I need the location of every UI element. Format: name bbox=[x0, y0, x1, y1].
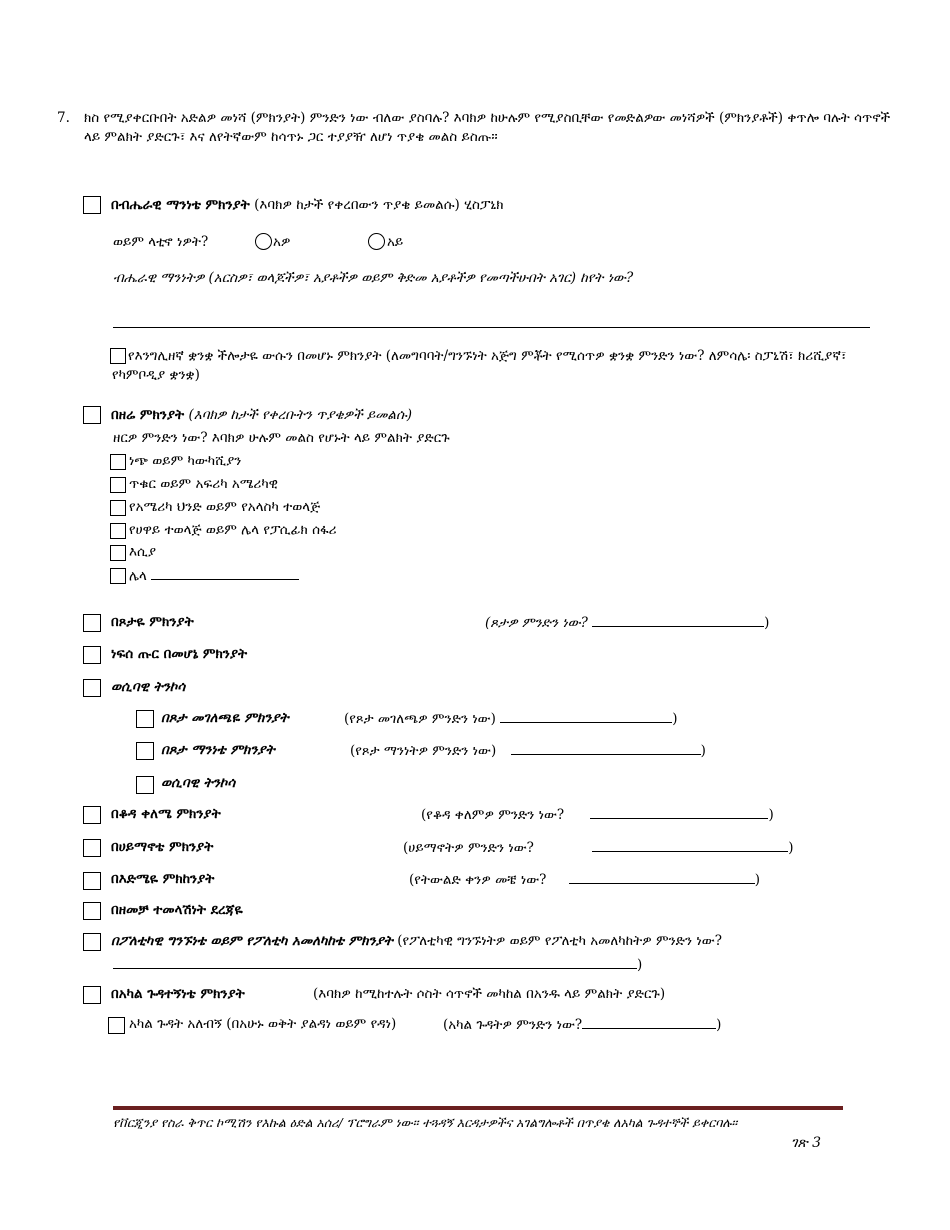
pregnancy-label: ነፍሰ ጡር በመሆኔ ምክንያት bbox=[111, 646, 248, 662]
gender-expression-checkbox[interactable] bbox=[136, 710, 154, 728]
religion-question: (ሀይማኖትዎ ምንድን ነው? bbox=[403, 840, 534, 856]
pregnancy-checkbox[interactable] bbox=[83, 646, 101, 664]
origin-question: ብሔራዊ ማንነትዎ (አርስዎ፣ ወላጆችዎ፣ አያቶችዎ ወይም ቅድመ አያቶችዎ የመጣችሁበት አገር) ከየት ነው? bbox=[113, 270, 634, 286]
gender-expression-close: ) bbox=[672, 711, 678, 727]
gender-identity-label: በጾታ ማንነቴ ምክንያት bbox=[161, 742, 275, 758]
color-label: በቆዳ ቀለሜ ምክንያት bbox=[111, 806, 221, 822]
sexual-harassment-sub-label: ወሲባዊ ትንኮሳ bbox=[161, 775, 236, 791]
age-input[interactable] bbox=[569, 871, 755, 884]
political-label-rest: (የፖለቲካዊ ግንኙነትዎ ወይም የፖለቲካ አመለካከትዎ ምንድን ነው? bbox=[397, 933, 722, 949]
latino-yes-radio[interactable] bbox=[255, 233, 272, 250]
color-question: (የቆዳ ቀለምዎ ምንድን ነው? bbox=[421, 807, 565, 823]
political-input[interactable] bbox=[113, 956, 637, 969]
gender-identity-close: ) bbox=[700, 743, 706, 759]
race-option-label: ጥቁር ወይም አፍሪካ አሜሪካዊ bbox=[129, 476, 278, 492]
religion-row bbox=[403, 839, 793, 856]
race-other-label bbox=[129, 567, 299, 584]
page-number: ገጽ 3 bbox=[791, 1135, 822, 1151]
color-row bbox=[421, 806, 774, 823]
gender-identity-input[interactable] bbox=[511, 742, 701, 755]
sex-close: ) bbox=[764, 615, 770, 631]
religion-close: ) bbox=[788, 840, 794, 856]
veteran-status-label: በዘመቻ ተመላሽነት ደረጃዬ bbox=[111, 902, 243, 918]
gender-expression-label: በጾታ መገለጫዬ ምክንያት bbox=[161, 710, 289, 726]
disability-label: በአካል ጉዳተኝነቴ ምክንያት bbox=[111, 986, 245, 1002]
race-option-checkbox[interactable] bbox=[110, 477, 126, 493]
gender-expression-row bbox=[344, 710, 678, 727]
gender-identity-question: (የጾታ ማንነትዎ ምንድን ነው) bbox=[350, 743, 497, 759]
race-option-label: የአሜሪካ ህንድ ወይም የአላስካ ተወላጅ bbox=[129, 499, 321, 515]
sex-checkbox[interactable] bbox=[83, 614, 101, 632]
color-close: ) bbox=[768, 807, 774, 823]
limited-english-label: የእንግሊዘኛ ቋንቋ ችሎታዬ ውሱን በመሆኑ ምክንያት (ለመግባባት/ግንኙነት አጅግ ምቾት የሚሰጥዎ ቋንቋ ምንድን ነው? ለምሳሌ፡ ስፓኒሽ፣ ክሪሺያኛ፣ የካምቦዲያ ቋንቋ) bbox=[112, 348, 847, 383]
latino-yes-label: አዎ bbox=[273, 234, 291, 250]
gender-identity-checkbox[interactable] bbox=[136, 742, 154, 760]
race-option-label: እሲያ bbox=[129, 544, 156, 560]
disability-question: (አካል ጉዳትዎ ምንድን ነው? bbox=[443, 1017, 583, 1033]
disability-checkbox[interactable] bbox=[83, 986, 101, 1004]
national-origin-checkbox[interactable] bbox=[83, 196, 101, 214]
gender-expression-input[interactable] bbox=[500, 710, 672, 723]
religion-label: በሀይማኖቴ ምክንያት bbox=[111, 839, 214, 855]
race-other-text: ሌላ bbox=[129, 568, 147, 584]
latino-no-radio[interactable] bbox=[368, 233, 385, 250]
latino-question: ወይም ላቲኖ ነዎት? bbox=[113, 234, 209, 250]
race-label-rest: (እባክዎ ከታች የቀረቡትን ጥያቄዎች ይመልሱ) bbox=[188, 407, 413, 423]
veteran-status-checkbox[interactable] bbox=[83, 902, 101, 920]
age-row bbox=[409, 871, 760, 888]
gender-expression-question: (የጾታ መገለጫዎ ምንድን ነው) bbox=[344, 711, 496, 727]
race-option-label: ነጭ ወይም ካውካሺያን bbox=[129, 453, 242, 469]
origin-answer-line[interactable] bbox=[113, 327, 870, 328]
sexual-harassment-sub-checkbox[interactable] bbox=[136, 776, 154, 794]
disability-instruction: (እባክዎ ከሚከተሉት ሶስት ሳጥኖች መካከል በአንዱ ላይ ምልክት ያድርጉ) bbox=[313, 986, 666, 1002]
sex-answer-input[interactable] bbox=[592, 614, 764, 627]
disability-close: ) bbox=[716, 1017, 722, 1033]
age-close: ) bbox=[754, 872, 760, 888]
race-option-label: የሀዋይ ተወላጅ ወይም ሌላ የፓሲፊክ ሰፋሪ bbox=[129, 522, 337, 538]
age-question: (የትውልድ ቀንዎ መቼ ነው? bbox=[409, 872, 547, 888]
race-label bbox=[111, 407, 412, 423]
footer-note: የቨርጂንያ የስራ ቅጥር ኮሚሽን የእኩል ዕድል አሰሪ/ ፕሮግራም ነው። ተጓዳኝ እርዳታዎችና አገልግሎቶች በጥያቄ ለአካል ጉዳተኞች ይቀርባሉ። bbox=[113, 1115, 738, 1130]
disability-question-row bbox=[443, 1016, 721, 1033]
national-origin-label bbox=[111, 197, 504, 213]
national-origin-label-rest: (እባክዎ ከታች የቀረበውን ጥያቄ ይመልሱ) ሂስፓኒክ bbox=[254, 197, 504, 213]
race-other-input[interactable] bbox=[151, 567, 299, 580]
age-label: በእድሜዬ ምክከንያት bbox=[111, 871, 215, 887]
sex-question-row bbox=[485, 614, 769, 631]
political-answer-row bbox=[113, 956, 642, 973]
race-option-checkbox[interactable] bbox=[110, 500, 126, 516]
race-question: ዘርዎ ምንድን ነው? እባክዎ ሁሉም መልስ የሆኑት ላይ ምልክት ያድርጉ bbox=[113, 430, 450, 446]
political-label bbox=[111, 933, 722, 949]
question-number: 7. bbox=[57, 110, 70, 126]
race-option-checkbox[interactable] bbox=[110, 523, 126, 539]
political-close: ) bbox=[637, 957, 643, 973]
has-disability-checkbox[interactable] bbox=[108, 1017, 125, 1034]
question-text: ክስ የሚያቀርቡበት አድልዎ መነሻ (ምክንያት) ምንድን ነው ብለው ያስባሉ? እባክዎ ከሁሉም የሚያስቢቸው የመድልዎው መነሻዎች (ምክንያቶች) ቀጥሎ ባሉት ሳጥኖች ላይ ምልክት ያድርጉ፣ እና ለየትኛውም ከሳጥኑ ጋር ተያያዥ ለሆነ ጥያቄ መልስ ይስጡ። bbox=[84, 110, 891, 145]
religion-checkbox[interactable] bbox=[83, 839, 101, 857]
age-checkbox[interactable] bbox=[83, 872, 101, 890]
sex-question: (ጾታዎ ምንድን ነው? bbox=[485, 615, 588, 631]
political-label-bold: በፖለቲካዊ ግንኙነቴ ወይም የፖለቲካ አመለካከቴ ምክንያት bbox=[111, 933, 393, 949]
color-checkbox[interactable] bbox=[83, 806, 101, 824]
race-option-checkbox[interactable] bbox=[110, 568, 126, 584]
footer-rule bbox=[113, 1106, 843, 1110]
political-checkbox[interactable] bbox=[83, 933, 101, 951]
color-input[interactable] bbox=[590, 806, 768, 819]
race-option-checkbox[interactable] bbox=[110, 545, 126, 561]
disability-input[interactable] bbox=[582, 1016, 716, 1029]
race-checkbox[interactable] bbox=[83, 406, 101, 424]
race-label-bold: በዘሬ ምክንያት bbox=[111, 407, 185, 423]
harassment-checkbox[interactable] bbox=[83, 679, 101, 697]
latino-no-label: አይ bbox=[387, 234, 404, 250]
religion-input[interactable] bbox=[592, 839, 788, 852]
national-origin-label-bold: በብሔራዊ ማንነቴ ምክንያት bbox=[111, 197, 250, 213]
gender-identity-row bbox=[350, 742, 706, 759]
race-option-checkbox[interactable] bbox=[110, 454, 126, 470]
sex-label: በጾታዬ ምክንያት bbox=[111, 614, 194, 630]
has-disability-label: አካል ጉዳት አለብኝ (በአሁኑ ወቅት ያልዳነ ወይም የዳነ) bbox=[129, 1016, 397, 1032]
harassment-label: ወሲባዊ ትንኮሳ bbox=[111, 679, 186, 695]
